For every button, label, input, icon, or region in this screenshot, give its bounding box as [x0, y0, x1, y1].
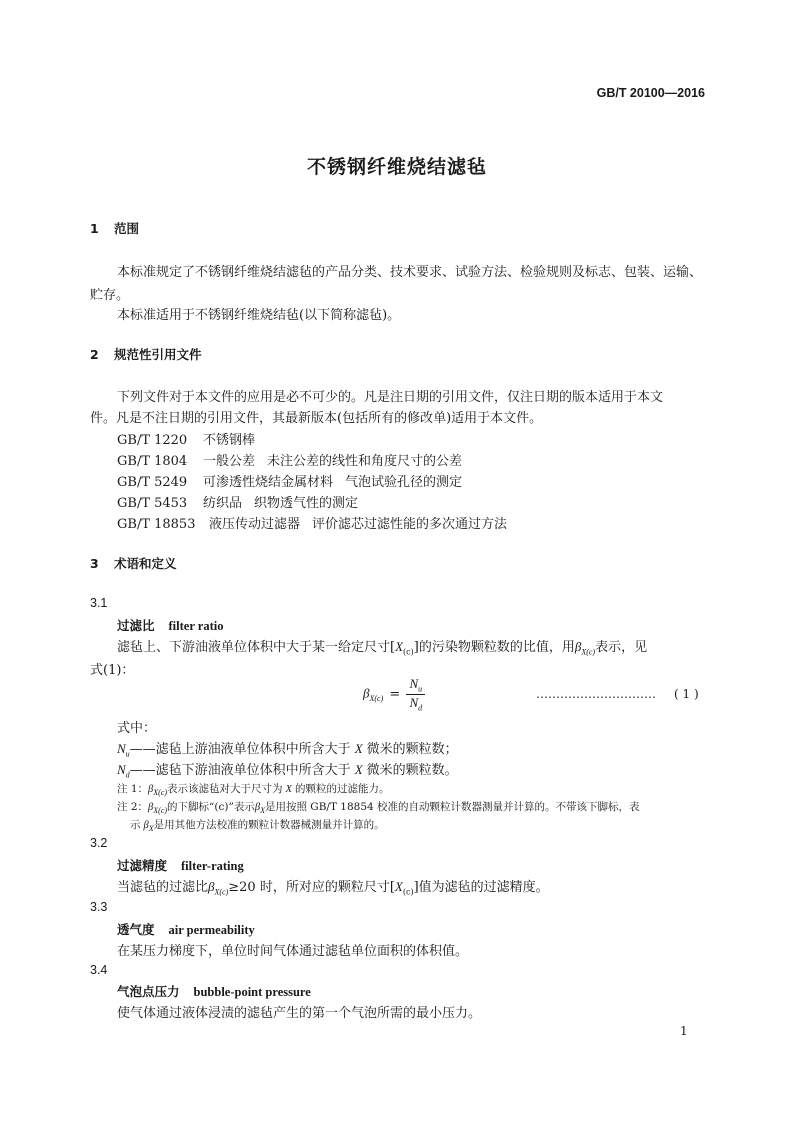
text: 表示，见 [595, 640, 648, 655]
reference-subtitle: 未注公差的线性和角度尺寸的公差 [267, 454, 463, 469]
note-continuation [130, 817, 385, 833]
text: 是用按照 GB/T 18854 校准的自动颗粒计数器测量并计算的。不带该下脚标，表 [264, 801, 640, 813]
reference-item [117, 450, 462, 469]
symbol: X [285, 784, 292, 795]
page-number: 1 [680, 1024, 688, 1038]
text: ]值为滤毡的过滤精度。 [413, 880, 549, 895]
formula-number: ( 1 ) [674, 687, 699, 701]
reference-code: GB/T 1220 [117, 433, 188, 448]
reference-title: 可渗透性烧结金属材料 [203, 475, 334, 490]
clause-number: 3.3 [90, 900, 108, 914]
reference-subtitle: 织物透气性的测定 [254, 496, 359, 511]
variable-definition [117, 759, 458, 780]
section-number: 3 [90, 556, 99, 571]
dash: —— [129, 763, 156, 778]
text: 当滤毡的过滤比 [117, 880, 209, 895]
symbol: N [117, 762, 126, 777]
term-zh: 过滤比 [117, 618, 155, 633]
subscript: d [125, 770, 130, 780]
paragraph: 下列文件对于本文件的应用是必不可少的。凡是注日期的引用文件，仅注日期的版本适用于本文 [117, 390, 664, 405]
note-label: 注 1： [117, 783, 149, 795]
term-en: bubble-point pressure [193, 985, 311, 999]
text: 微米的颗粒数。 [366, 763, 458, 778]
denominator [406, 695, 425, 713]
text: 示 [130, 819, 141, 831]
subscript: X [260, 806, 265, 816]
reference-item [117, 471, 462, 490]
term-zh: 透气度 [117, 922, 155, 937]
term-en: air permeability [168, 923, 255, 937]
section-title: 术语和定义 [114, 556, 177, 571]
section-title: 范围 [114, 221, 140, 236]
term [117, 982, 311, 1000]
fraction [406, 676, 425, 712]
paragraph: 贮存。 [90, 288, 130, 303]
text: 是用其他方法校准的颗粒计数器械测量并计算的。 [153, 819, 385, 831]
text: 滤毡上游油液单位体积中所含大于 [155, 742, 351, 757]
term [117, 616, 223, 634]
symbol: β [148, 784, 154, 795]
text: 的下脚标“(c)”表示 [167, 801, 255, 813]
definition [117, 876, 549, 897]
subscript: X [148, 824, 154, 834]
dash: —— [129, 742, 156, 757]
formula-dots: ………………………… [536, 687, 656, 701]
paragraph: 本标准规定了不锈钢纤维烧结滤毡的产品分类、技术要求、试验方法、检验规则及标志、包装、运输、 [117, 265, 703, 280]
paragraph: 本标准适用于不锈钢纤维烧结毡(以下简称滤毡)。 [117, 308, 401, 323]
symbol: β [143, 820, 149, 831]
paragraph: 式中： [117, 721, 157, 736]
symbol: β [208, 879, 215, 894]
page-title: 不锈钢纤维烧结滤毡 [306, 156, 487, 178]
clause-number: 3.2 [90, 836, 108, 850]
text: 微米的颗粒数； [366, 742, 458, 757]
section-number: 2 [90, 347, 99, 362]
paragraph: 件。凡是不注日期的引用文件，其最新版本(包括所有的修改单)适用于本文件。 [90, 411, 543, 426]
subscript: (c) [403, 647, 414, 657]
reference-title: 不锈钢棒 [203, 433, 256, 448]
text: 滤毡下游油液单位体积中所含大于 [155, 763, 351, 778]
section-1-heading [90, 219, 139, 237]
reference-subtitle: 评价滤芯过滤性能的多次通过方法 [312, 517, 508, 532]
symbol: N [117, 741, 126, 756]
reference-code: GB/T 18853 [117, 517, 196, 532]
section-3-heading [90, 554, 177, 572]
symbol: X [394, 879, 403, 894]
subscript: X(c) [214, 887, 229, 897]
term [117, 920, 255, 938]
variable-definition [117, 738, 458, 759]
reference-code: GB/T 5249 [117, 475, 188, 490]
symbol: β [363, 685, 370, 701]
note [117, 781, 389, 797]
definition: 在某压力梯度下，单位时间气体通过滤毡单位面积的体积值。 [117, 944, 469, 959]
subscript: d [418, 703, 423, 713]
symbol: X [354, 762, 363, 777]
definition [117, 636, 647, 657]
symbol: β [574, 639, 582, 654]
text: 表示该滤毡对大于尺寸为 [167, 783, 283, 795]
equals: = [389, 686, 401, 702]
term [117, 856, 244, 874]
term-en: filter-rating [181, 859, 244, 873]
subscript: (c) [402, 887, 414, 897]
numerator [406, 676, 425, 695]
reference-code: GB/T 5453 [117, 496, 188, 511]
reference-item [117, 492, 358, 511]
clause-number: 3.4 [90, 963, 108, 977]
symbol: X [395, 639, 404, 654]
standard-number: GB/T 20100—2016 [596, 86, 705, 100]
reference-title: 一般公差 [203, 454, 256, 469]
symbol: β [148, 802, 154, 813]
subscript: X(c) [153, 806, 168, 816]
reference-item [117, 429, 255, 448]
subscript: u [125, 749, 130, 759]
subscript: X(c) [153, 788, 168, 798]
text: 滤毡上、下游油液单位体积中大于某一给定尺寸[ [117, 640, 396, 655]
term-en: filter ratio [168, 619, 224, 633]
reference-code: GB/T 1804 [117, 454, 188, 469]
symbol: β [254, 802, 261, 813]
note [117, 799, 640, 815]
reference-title: 纺织品 [203, 496, 243, 511]
term-zh: 过滤精度 [117, 858, 168, 873]
note-label: 注 2： [117, 801, 149, 813]
subscript: X(c) [369, 694, 384, 704]
formula [363, 676, 425, 712]
symbol: N [409, 694, 419, 710]
paragraph: 式(1)： [90, 663, 135, 678]
text: ]的污染物颗粒数的比值，用 [413, 640, 575, 655]
text: 的颗粒的过滤能力。 [294, 783, 390, 795]
term-zh: 气泡点压力 [117, 984, 180, 999]
subscript: X(c) [581, 647, 596, 657]
symbol: X [354, 741, 363, 756]
section-number: 1 [90, 221, 99, 236]
section-title: 规范性引用文件 [114, 347, 202, 362]
symbol: N [409, 676, 419, 691]
definition: 使气体通过液体浸渍的滤毡产生的第一个气泡所需的最小压力。 [117, 1006, 482, 1021]
reference-title: 液压传动过滤器 [209, 517, 301, 532]
reference-subtitle: 气泡试验孔径的测定 [345, 475, 463, 490]
clause-number: 3.1 [90, 596, 108, 610]
section-2-heading [90, 345, 202, 363]
subscript: u [418, 684, 423, 694]
reference-item [117, 513, 507, 532]
text: ≥20 时，所对应的颗粒尺寸[ [228, 880, 395, 895]
